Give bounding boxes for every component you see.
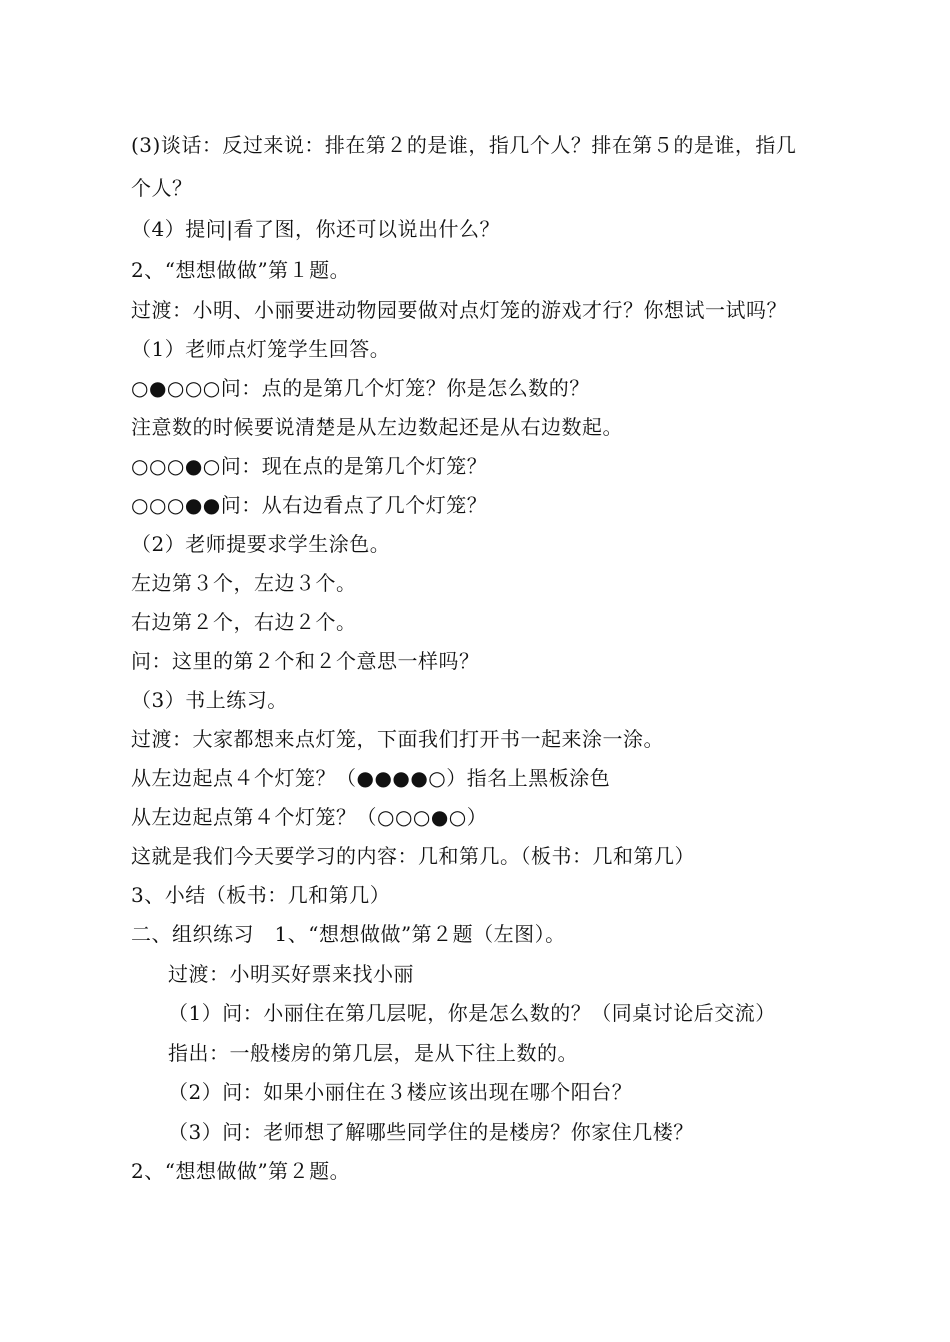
text-line: 二、组织练习 1、“想想做做”第２题（左图）。: [131, 922, 566, 946]
text-line: ○○○●●问：从右边看点了几个灯笼？: [131, 493, 488, 517]
text-line: 3、小结（板书：几和第几）: [131, 883, 391, 907]
text-line: 从左边起点第４个灯笼？（○○○●○）: [131, 805, 488, 829]
text-line: （2）问：如果小丽住在３楼应该出现在哪个阳台？: [168, 1080, 633, 1104]
text-line: 左边第３个，左边３个。: [131, 571, 357, 595]
text-line: 问：这里的第２个和２个意思一样吗？: [131, 649, 480, 673]
text-line: （3）问：老师想了解哪些同学住的是楼房？你家住几楼？: [168, 1120, 694, 1144]
text-line: （2）老师提要求学生涂色。: [131, 532, 391, 556]
text-line: （1）问：小丽住在第几层呢，你是怎么数的？（同桌讨论后交流）: [168, 1001, 776, 1025]
text-line: (3)谈话：反过来说：排在第２的是谁，指几个人？排在第５的是谁，指几: [131, 133, 797, 157]
text-line: 从左边起点４个灯笼？（●●●●○）指名上黑板涂色: [131, 766, 611, 790]
text-line: 个人？: [131, 176, 193, 200]
text-line: ○●○○○问：点的是第几个灯笼？你是怎么数的？: [131, 376, 590, 400]
text-line: （1）老师点灯笼学生回答。: [131, 337, 391, 361]
text-line: 2、“想想做做”第２题。: [131, 1159, 351, 1183]
text-line: 过渡：小明、小丽要进动物园要做对点灯笼的游戏才行？你想试一试吗？: [131, 298, 787, 322]
text-line: 注意数的时候要说清楚是从左边数起还是从右边数起。: [131, 415, 623, 439]
text-line: 指出：一般楼房的第几层，是从下往上数的。: [168, 1041, 578, 1065]
text-line: 右边第２个，右边２个。: [131, 610, 357, 634]
text-line: （3）书上练习。: [131, 688, 288, 712]
text-line: 过渡：大家都想来点灯笼，下面我们打开书一起来涂一涂。: [131, 727, 664, 751]
text-line: 过渡：小明买好票来找小丽: [168, 962, 414, 986]
text-line: （4）提问|看了图，你还可以说出什么？: [131, 217, 500, 241]
text-line: 这就是我们今天要学习的内容：几和第几。（板书：几和第几）: [131, 844, 695, 868]
text-line: 2、“想想做做”第１题。: [131, 258, 351, 282]
text-line: ○○○●○问：现在点的是第几个灯笼？: [131, 454, 488, 478]
